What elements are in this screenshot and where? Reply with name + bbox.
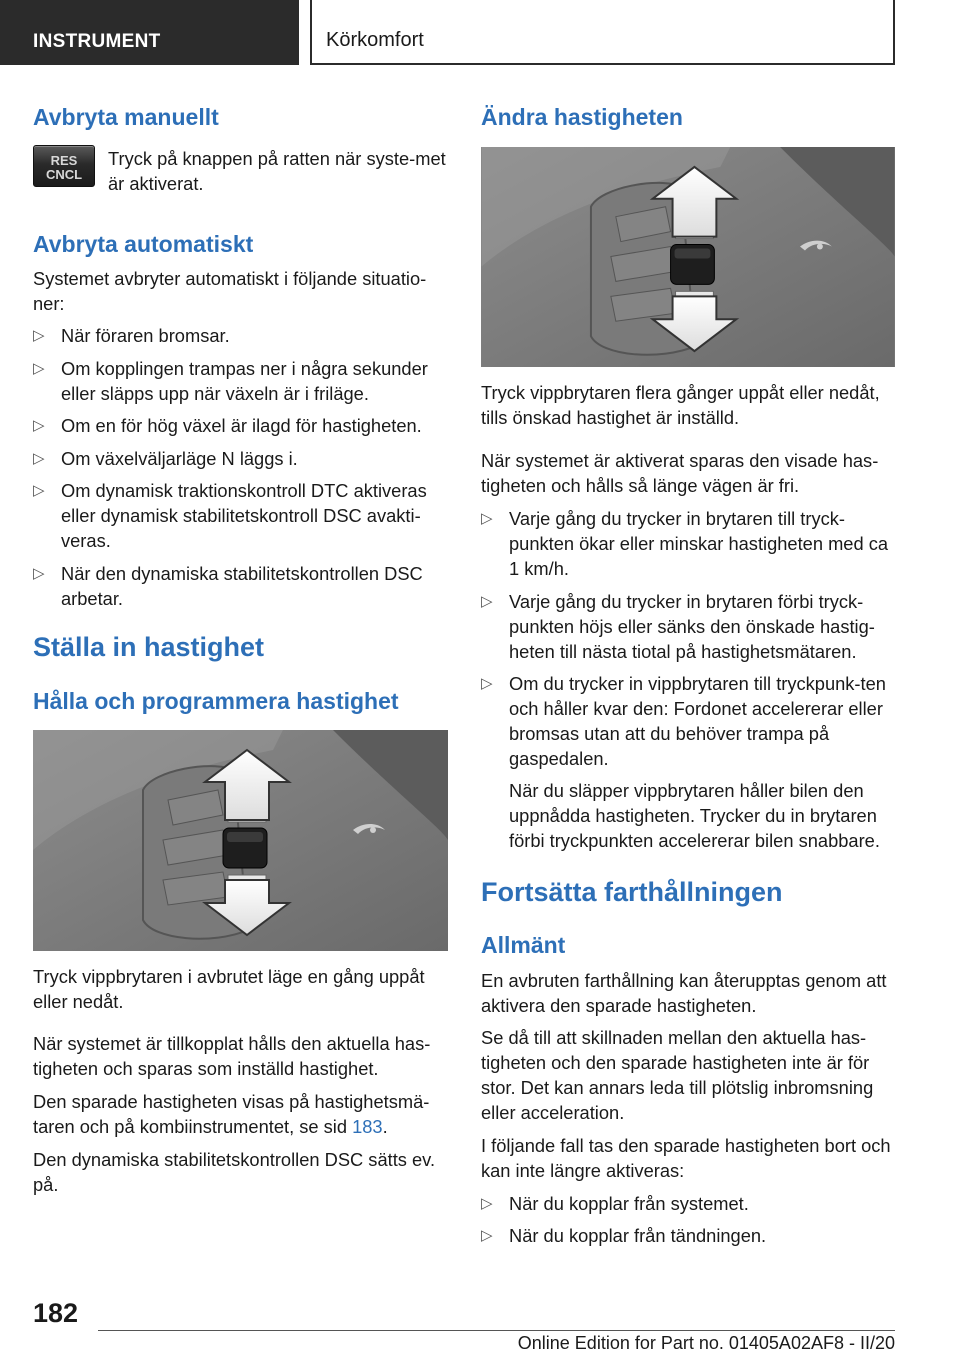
bullet-icon: ▷ <box>33 450 45 467</box>
list-item: ▷ Varje gång du trycker in brytaren till tryck-punkten ökar eller minskar hastigheten med ca 1 km/h. <box>481 508 889 579</box>
steering-wheel-illustration <box>33 730 448 951</box>
steering-wheel-image-2 <box>481 147 895 367</box>
heading-hold-speed: Hålla och programmera hastighet <box>33 688 399 714</box>
text-release: När du släpper vippbrytaren håller bilen den uppnådda hastigheten. Trycker du in brytaren förbi tryckpunkten accelererar bilen snabbare. <box>509 780 880 851</box>
text-difference: Se då till att skillnaden mellan den aktuella has-tigheten och den sparade hastigheten inte är för stor. Det kan annars leda till plötslig inbromsning eller acceleration. <box>481 1027 874 1123</box>
page-link-183[interactable]: 183 <box>352 1116 383 1137</box>
list-item: ▷ När du kopplar från tändningen. <box>481 1225 767 1246</box>
steering-wheel-image-1 <box>33 730 448 951</box>
list-item: ▷ När den dynamiska stabilitetskontrollen DSC arbetar. <box>33 563 423 609</box>
bullet-icon: ▷ <box>481 1195 493 1212</box>
section-title: INSTRUMENT <box>33 31 161 52</box>
bullet-icon: ▷ <box>481 1227 493 1244</box>
res-cncl-button-icon <box>33 145 95 187</box>
bullet-icon: ▷ <box>33 417 45 434</box>
section-tab <box>0 0 299 65</box>
page-number: 182 <box>33 1298 79 1328</box>
text-cancel-manual: Tryck på knappen på ratten när syste-met är aktiverat. <box>108 148 446 194</box>
list-item: ▷ Om växelväljarläge N läggs i. <box>33 448 298 469</box>
bullet-icon: ▷ <box>33 482 45 499</box>
chapter-tab <box>310 0 895 65</box>
list-item: ▷ När du kopplar från systemet. <box>481 1193 749 1214</box>
list-item: ▷ Om kopplingen trampas ner i några sekunder eller släpps upp när växeln är i friläge. <box>33 358 428 404</box>
heading-resume: Fortsätta farthållningen <box>481 877 783 907</box>
text-displayed: Den sparade hastigheten visas på hastighetsmä-taren och på kombiinstrumentet, se sid 183. <box>33 1091 430 1137</box>
heading-general: Allmänt <box>481 932 566 958</box>
footer-divider <box>98 1330 895 1331</box>
bullet-icon: ▷ <box>33 327 45 344</box>
res-label: RES <box>50 153 78 168</box>
bullet-icon: ▷ <box>33 360 45 377</box>
text-deleted: I följande fall tas den sparade hastigheten bort och kan inte längre aktiveras: <box>481 1135 891 1181</box>
text-tap-rocker: Tryck vippbrytaren i avbrutet läge en gång uppåt eller nedåt. <box>33 966 425 1012</box>
heading-change-speed: Ändra hastigheten <box>481 104 683 130</box>
list-item: ▷ När föraren bromsar. <box>33 325 230 346</box>
heading-cancel-manual: Avbryta manuellt <box>33 104 219 130</box>
list-item: ▷ Om en för hög växel är ilagd för hastigheten. <box>33 415 422 436</box>
chapter-title: Körkomfort <box>326 29 424 51</box>
footer-edition: Online Edition for Part no. 01405A02AF8 - II/20 <box>517 1333 895 1353</box>
text-saved: När systemet är aktiverat sparas den visade has-tigheten och hålls så länge vägen är fri. <box>481 450 879 496</box>
text-cancel-auto: Systemet avbryter automatiskt i följande situatio-ner: <box>33 268 427 314</box>
bullet-icon: ▷ <box>481 510 493 527</box>
heading-set-speed: Ställa in hastighet <box>33 632 265 662</box>
text-resume: En avbruten farthållning kan återupptas genom att aktivera den sparade hastigheten. <box>481 970 887 1016</box>
heading-cancel-auto: Avbryta automatiskt <box>33 231 254 257</box>
list-item: ▷ Om du trycker in vippbrytaren till tryckpunk-ten och håller kvar den: Fordonet accelererar eller bromsas utan att du behöver trampa på gaspedalen. <box>481 673 886 769</box>
cncl-label: CNCL <box>45 167 83 182</box>
text-engaged: När systemet är tillkopplat hålls den aktuella has-tigheten och sparas som inställd hastighet. <box>33 1033 431 1079</box>
bullet-icon: ▷ <box>481 593 493 610</box>
list-item: ▷ Varje gång du trycker in brytaren förbi tryck-punkten höjs eller sänks den önskade hastig-heten till nästa tiotal på hastighetsmätaren. <box>481 591 875 662</box>
text-dsc: Den dynamiska stabilitetskontrollen DSC sätts ev. på. <box>33 1149 436 1195</box>
bullet-icon: ▷ <box>481 675 493 692</box>
text-rocker: Tryck vippbrytaren flera gånger uppåt eller nedåt, tills önskad hastighet är inställd. <box>481 382 880 428</box>
bullet-icon: ▷ <box>33 565 45 582</box>
steering-wheel-illustration <box>481 147 895 367</box>
list-item: ▷ Om dynamisk traktionskontroll DTC aktiveras eller dynamisk stabilitetskontroll DSC avakti-veras. <box>33 480 427 551</box>
